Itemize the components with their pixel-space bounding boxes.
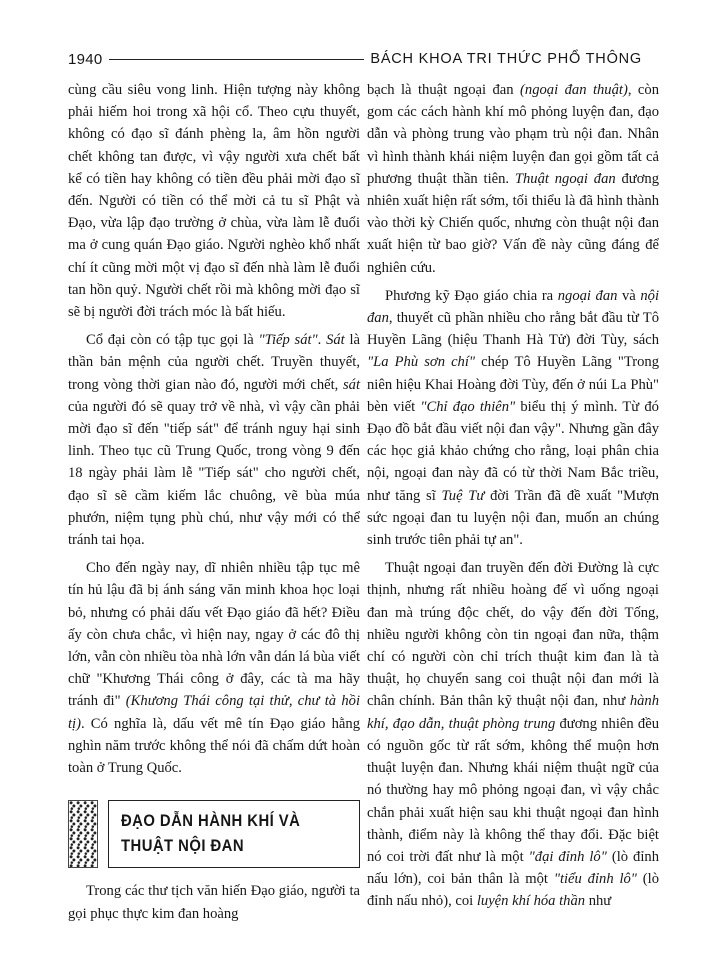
page-header xyxy=(68,48,642,70)
paragraph: cùng cầu siêu vong linh. Hiện tượng này không phải hiếm hoi trong xã hội cổ. Theo cựu thuyết, không có đạo sĩ đánh phèng la, âm hồn người chết không tan được, vì vậy người xưa chết bất kể có tiền hay không có tiền đều phải mời đạo sĩ đến. Người có tiền có thể mời cả tu sĩ Phật và Đạo, vừa lập đạo trường ở chùa, vừa làm lễ đuổi ma ở cung quán Đạo giáo. Người nghèo khổ nhất chí ít cũng mời một vị đạo sĩ đến nhà làm lễ đuổi tan hồn quỷ. Người chết rồi mà không mời đạo sĩ sẽ bị người đời trách móc là bất hiếu. xyxy=(68,82,360,321)
section-heading-box xyxy=(68,800,360,868)
paragraph: bạch là thuật ngoại đan (ngoại đan thuật), còn gom các cách hành khí mô phỏng luyện đan, đạo dẫn và phòng trung vào phạm trù nội đan. Nhân vì hình thành khái niệm luyện đan gọi gồm tất cả phương thuật thần tiên. Thuật ngoại đan đương nhiên xuất hiện rất sớm, tối thiểu là đã hình thành vào thời kỳ Chiến quốc, nhưng còn thuật nội đan xuất hiện từ bao giờ? Vấn đề này cũng đáng để nghiên cứu. xyxy=(367,82,660,276)
paragraph: Cho đến ngày nay, dĩ nhiên nhiều tập tục mê tín hủ lậu đã bị ánh sáng văn minh khoa học loại bỏ, nhưng có phải dấu vết Đạo giáo đã hết? Điều ấy còn chưa chắc, vì hiện nay, ngay ở các đô thị lớn, vẫn còn nhiều tòa nhà lớn vẫn dán lá bùa viết chữ "Khương Thái công ở đây, các tà ma hãy tránh đi" (Khương Thái công tại thử, chư tà hồi tị). Có nghĩa là, dấu vết mê tín Đạo giáo hằng nghìn năm trước không thể nói đã chấm dứt hoàn toàn ở Trung Quốc. xyxy=(68,560,360,777)
paragraph: Cổ đại còn có tập tục gọi là "Tiếp sát". Sát là thần bản mệnh của người chết. Truyền thuyết, trong vòng thời gian nào đó, người mới chết, sát của người đó sẽ quay trở về nhà, vì vậy cần phải mời đạo sĩ đến "tiếp sát" để tránh nguy hại sinh linh. Theo tục cũ Trung Quốc, trong vòng 9 đến 18 ngày phải làm lễ "Tiếp sát" cho người chết, đạo sĩ sẽ cầm kiếm lắc chuông, vẽ bùa múa phướn, niệm tụng phù chú, như vậy mới có thể tránh tai họa. xyxy=(68,332,361,549)
paragraph: Thuật ngoại đan truyền đến đời Đường là cực thịnh, nhưng rất nhiều hoàng đế vì uống ngoại đan mà trúng độc chết, do vậy đến đời Tống, nhiều người không còn tin ngoại đan nữa, thậm chí có người còn chỉ trích thuật kim đan là tà thuật, họ chuyển sang coi thuật nội đan mới là chân chính. Bản thân kỹ thuật nội đan, như hành khí, đạo dẫn, thuật phòng trung đương nhiên đều có nguồn gốc từ rất sớm, không thể muộn hơn thuật luyện đan. Nhưng khái niệm thuật ngữ của nó thường hay mô phỏng ngoại đan, vì vậy chắc chắn phải xuất hiện sau khi thuật ngoại đan hình thành, điểm này là không thể thay đổi. Đặc biệt nó coi trời đất như là một "đại đỉnh lô" (lò đỉnh nấu lớn), coi bản thân là một "tiểu đỉnh lô" (lò đỉnh nấu nhỏ), coi luyện khí hóa thần như xyxy=(367,560,660,910)
left-column xyxy=(68,79,360,931)
right-column xyxy=(367,79,659,919)
paragraph: Phương kỹ Đạo giáo chia ra ngoại đan và nội đan, thuyết cũ phần nhiều cho rằng bắt đầu từ Tô Huyền Lãng (hiệu Thanh Hà Tử) đời Tùy, sách "La Phù sơn chí" chép Tô Huyền Lãng "Trong niên hiệu Khai Hoàng đời Tùy, đến ở núi La Phù" bèn viết "Chỉ đạo thiên" biểu thị ý mình. Từ đó Đạo đồ bắt đầu viết nội đan vậy". Nhưng gần đây các học giả khảo chứng cho rằng, loại phân chia nội, ngoại đan này đã có từ thời Nam Bắc triều, như tăng sĩ Tuệ Tư đời Trần đã đề xuất "Mượn sức ngoại đan tu luyện nội đan, muốn an chúng sinh trước tiên phải tự an". xyxy=(367,287,660,549)
section-heading-frame xyxy=(108,800,360,868)
paragraph: Trong các thư tịch văn hiến Đạo giáo, người ta gọi phục thực kim đan hoàng xyxy=(68,883,360,922)
running-title: BÁCH KHOA TRI THỨC PHỔ THÔNG xyxy=(370,51,642,67)
header-rule xyxy=(109,59,365,60)
page-number: 1940 xyxy=(68,50,103,68)
ornament-icon xyxy=(68,800,98,868)
section-title: ĐẠO DẪN HÀNH KHÍ VÀ THUẬT NỘI ĐAN xyxy=(121,812,301,856)
